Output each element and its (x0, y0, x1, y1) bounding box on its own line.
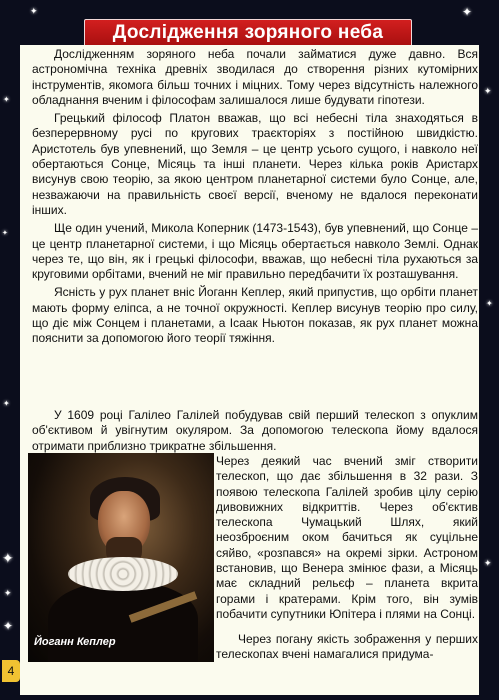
article-body-continued (216, 632, 478, 666)
paragraph-6: Через деякий час вчений зміг створити телескоп, що дає збільшення в 32 рази. З появою телескопа Галілей зробив цілу серію дивовижних відкриттів. Через об'єктив телескопа Чумацький Шлях, який неозброєним оком бачиться як суцільне сяйво, «розпався» на окремі зірки. Астроном встановив, що Венера змінює фази, а Місяць має складний рельєф – планета вкрита горами і кратерами. Крім того, він зумів побачити супутники Юпітера і плями на Сонці. (216, 454, 478, 621)
article-body-telescope (216, 454, 478, 625)
star-icon: ✦ (2, 229, 8, 237)
star-icon: ✦ (3, 95, 10, 104)
portrait-coat (48, 583, 198, 662)
portrait-caption: Йоганн Кеплер (34, 636, 116, 648)
portrait-ruff-collar (68, 557, 178, 591)
star-icon: ✦ (484, 559, 492, 569)
star-icon: ✦ (484, 87, 492, 97)
star-icon: ✦ (30, 7, 38, 17)
star-icon: ✦ (3, 399, 10, 408)
kepler-portrait (28, 453, 214, 662)
article-body (32, 47, 478, 350)
star-icon: ✦ (462, 5, 473, 19)
star-icon: ✦ (2, 551, 14, 567)
article-body-galileo (32, 408, 478, 457)
paragraph-3: Ще один учений, Микола Коперник (1473-1543), був упевнений, що Сонце – це центр планетарної системи, і що Місяць обертається навколо Землі. Однак через те, що він, як і грецькі філософи, вважав, що небесні тіла рухаються за круговими орбітами, вчений не міг правильно передбачити їх розташування. (32, 221, 478, 282)
paragraph-1: Дослідженням зоряного неба почали займатися дуже давно. Вся астрономічна техніка древніх зводилася до створення різних кутомірних інструментів, якомога більш точних і міцних. Тому через відсутність належного обладнання вченим і філософам залишалося лише будувати гіпотези. (32, 47, 478, 107)
page-number: 4 (2, 660, 20, 682)
star-icon: ✦ (3, 619, 14, 633)
paragraph-4: Ясність у рух планет вніс Йоганн Кеплер, який припустив, що орбіти планет мають форму еліпса, а не точної окружності. Кеплер висунув теорію про силу, що діє між Сонцем і планетами, а Ісаак Ньютон показав, як рух планет можна пояснити за допомогою його теорії тяжіння. (32, 285, 478, 346)
page-title: Дослідження зоряного неба (112, 22, 384, 43)
star-icon: ✦ (486, 299, 493, 308)
paragraph-2: Грецький філософ Платон вважав, що всі небесні тіла знаходяться в безперервному русі по кругових траєкторіях з постійною швидкістю. Аристотель був упевнений, що Земля – це центр усього сущого, і навколо неї обертаються Сонце, Місяць та інші планети. Через кілька років Аристарх висунув свою теорію, за якою центром планетарної системи було Сонце, але, незважаючи на правильність своєї версії, вченому не вдалося переконати інших. (32, 111, 478, 217)
title-banner (84, 19, 412, 47)
paragraph-7: Через погану якість зображення у перших телескопах вчені намагалися придума- (216, 632, 478, 662)
star-icon: ✦ (4, 589, 12, 599)
paragraph-5: У 1609 році Галілео Галілей побудував свій перший телескоп з опуклим об'єктивом й увігнутим окуляром. За допомогою телескопа йому вдалося отримати приблизно трикратне збільшення. (32, 408, 478, 453)
